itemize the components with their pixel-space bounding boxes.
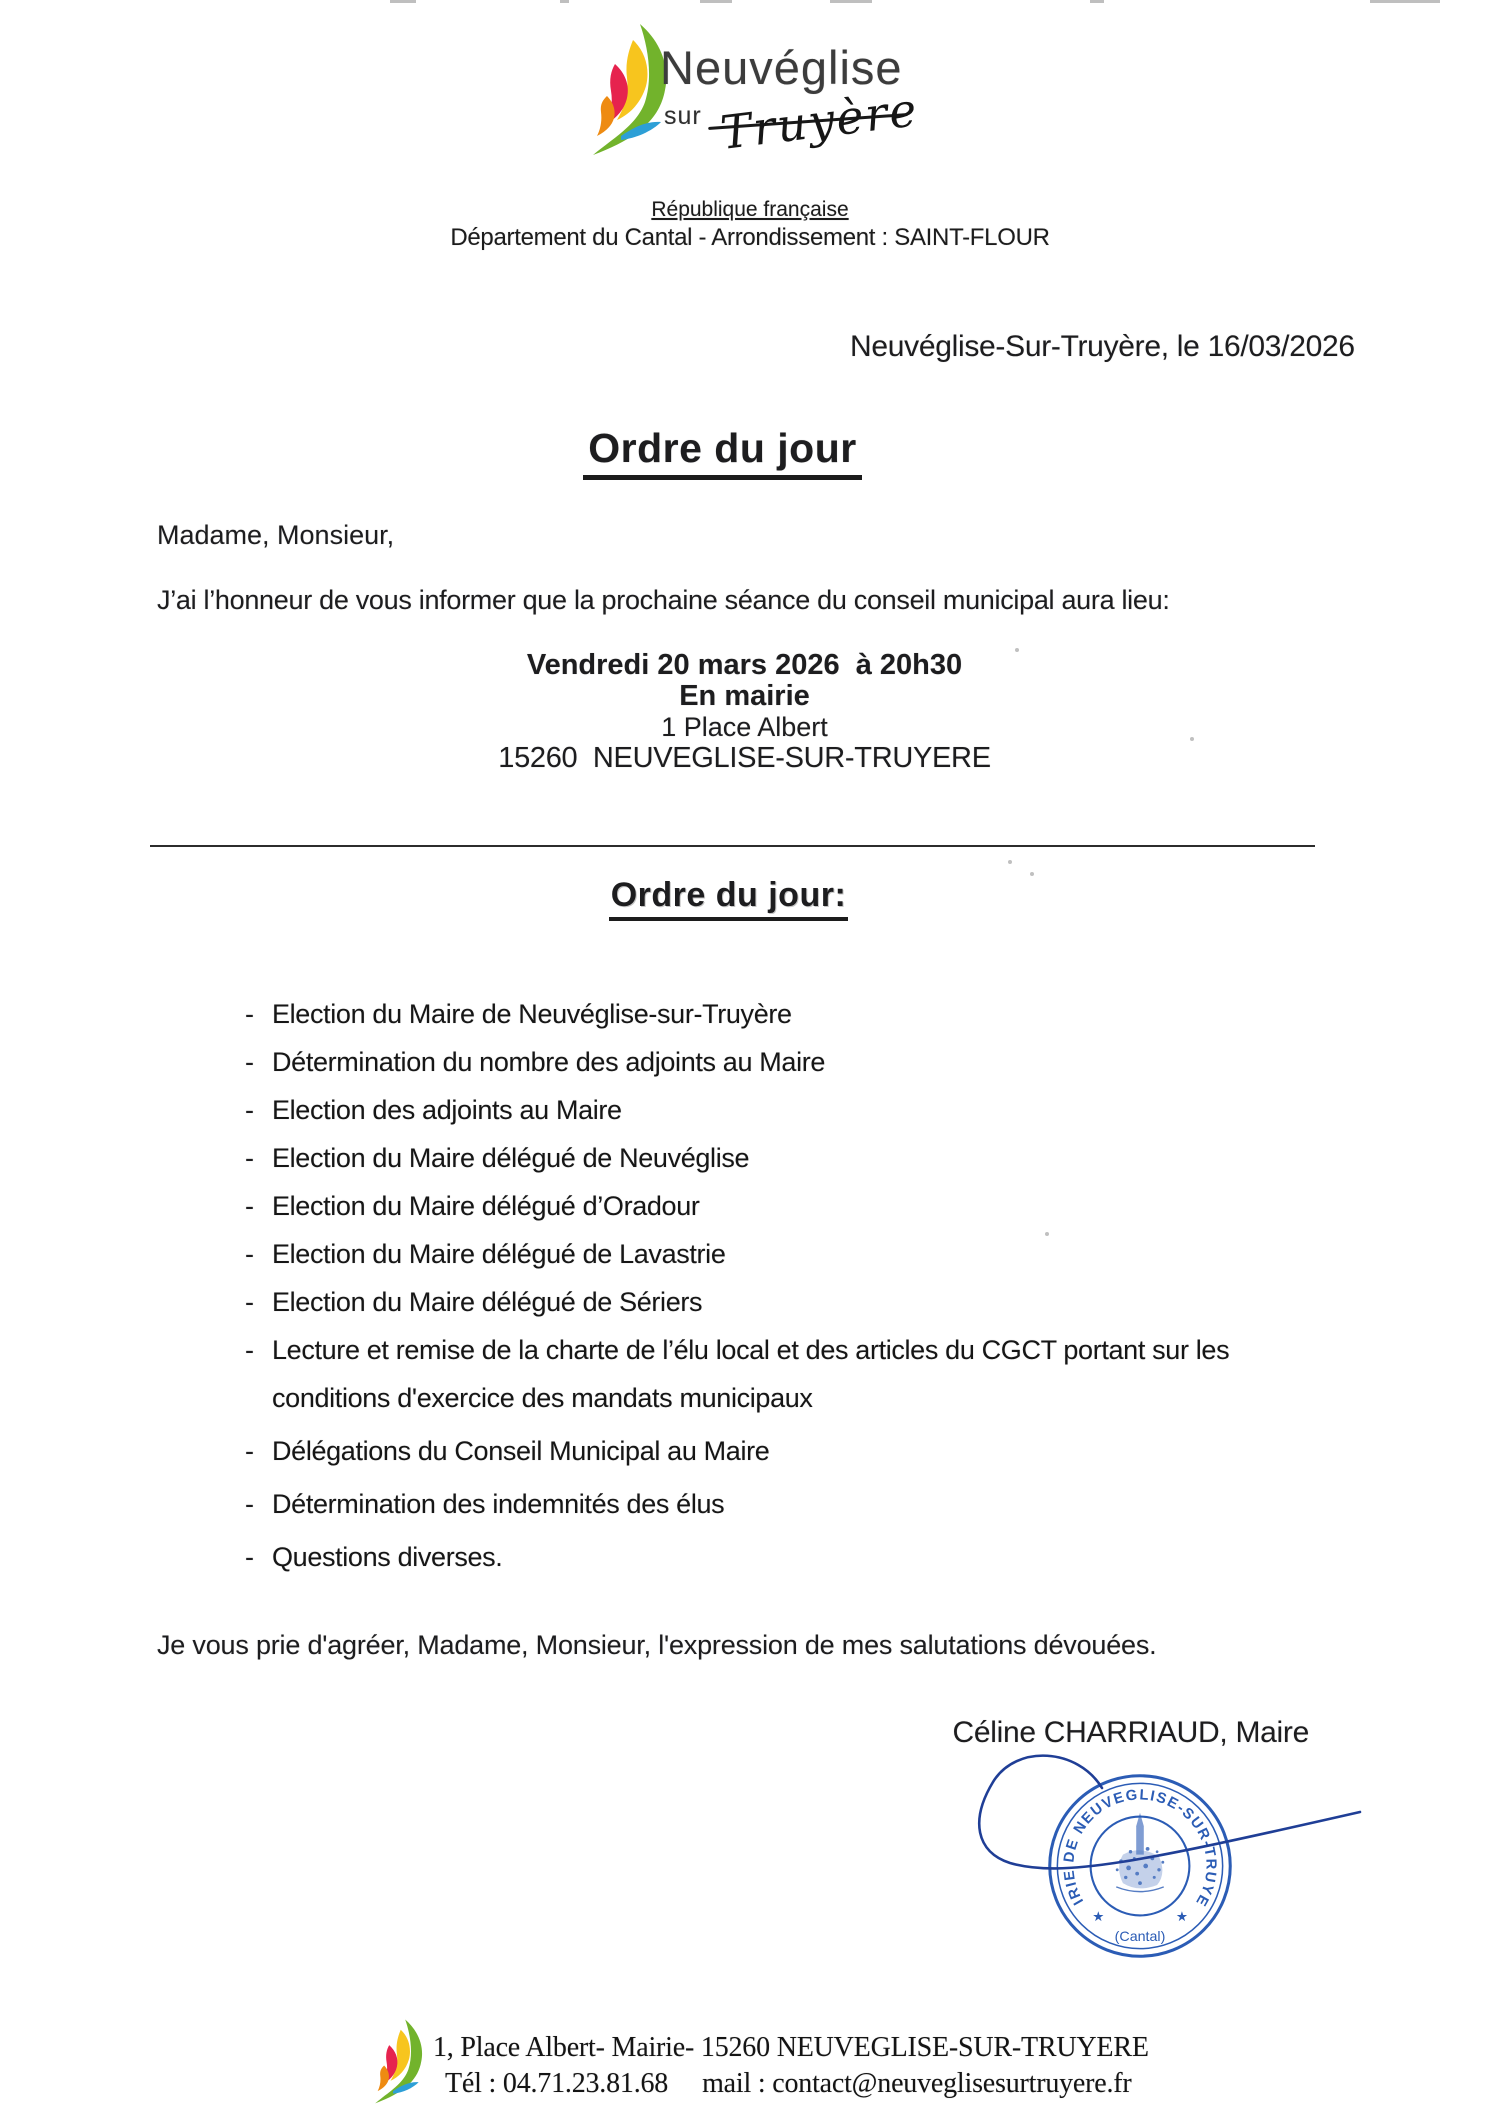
scan-artifact [1008,860,1012,864]
agenda-bullet: - [245,1191,254,1221]
horizontal-divider [150,845,1315,847]
agenda-item [245,1533,1330,1581]
round-mairie-stamp [1038,1759,1230,1956]
agenda-bullet: - [245,1335,254,1365]
scan-artifact [390,0,416,3]
republique-francaise-line: République française [651,198,849,221]
agenda-item-label: Election du Maire délégué de Neuvéglise [272,1143,750,1173]
meeting-street: 1 Place Albert [661,712,828,742]
agenda-bullet: - [245,1143,254,1173]
agenda-item [245,1038,1330,1086]
agenda-item-label: Détermination des indemnités des élus [272,1489,725,1519]
place-and-date-line: Neuvéglise-Sur-Truyère, le 16/03/2026 [850,330,1355,363]
town-logo-truyere-script: Truyère [717,82,922,160]
agenda-heading: Ordre du jour: [609,876,849,921]
meeting-details-block [0,650,1489,774]
town-logo-sur: sur [664,102,702,130]
stamp-ring-text: MAIRIE DE NEUVEGLISE-SUR-TRUYERE [1038,1759,1219,1910]
agenda-item [245,1134,1330,1182]
footer-address-line: 1, Place Albert- Mairie- 15260 NEUVEGLISE-SUR-TRUYERE [433,2032,1149,2063]
meeting-venue: En mairie [679,680,810,712]
agenda-bullet: - [245,1489,254,1519]
scan-artifact [560,0,569,3]
footer-contact-line [445,2068,1132,2100]
document-title: Ordre du jour [583,425,861,480]
svg-text:MAIRIE DE NEUVEGLISE-SUR-TRUYE [1038,1759,1218,1909]
agenda-item-label: Election du Maire de Neuvéglise-sur-Truyère [272,999,792,1029]
scan-artifact [1370,0,1440,3]
agenda-item [245,1326,1330,1422]
meeting-city: 15260 NEUVEGLISE-SUR-TRUYERE [498,742,991,774]
agenda-bullet: - [245,1287,254,1317]
agenda-item-label: Election du Maire délégué de Sériers [272,1287,703,1317]
departement-line: Département du Cantal - Arrondissement : SAINT-FLOUR [450,224,1050,251]
closing-sentence: Je vous prie d'agréer, Madame, Monsieur, l'expression de mes salutations dévouées. [157,1630,1157,1660]
signer-name: Céline CHARRIAUD, Maire [952,1716,1309,1749]
footer-logo-flame-icon [370,2018,434,2106]
handwritten-signature-stroke [979,1756,1360,1869]
agenda-item-label: Lecture et remise de la charte de l’élu local et des articles du CGCT portant sur les conditions d'exercice des mandats municipaux [272,1335,1230,1413]
stamp-bottom-text: (Cantal) [1114,1929,1166,1946]
agenda-bullet: - [245,1095,254,1125]
agenda-item-label: Election du Maire délégué d’Oradour [272,1191,700,1221]
agenda-item-label: Détermination du nombre des adjoints au Maire [272,1047,826,1077]
intro-sentence: J’ai l’honneur de vous informer que la prochaine séance du conseil municipal aura lieu: [157,585,1170,615]
footer-email: mail : contact@neuveglisesurtruyere.fr [702,2068,1132,2099]
official-stamp-and-signature [700,1740,1400,2010]
scan-artifact [700,0,732,3]
agenda-item [245,1230,1330,1278]
agenda-list [245,990,1330,1581]
meeting-date-time: Vendredi 20 mars 2026 à 20h30 [526,649,963,681]
stamp-church-emblem [1116,1813,1164,1892]
agenda-item [245,1086,1330,1134]
agenda-item-label: Election des adjoints au Maire [272,1095,622,1125]
agenda-item-label: Questions diverses. [272,1542,503,1572]
stamp-star-right-icon: ★ [1175,1909,1188,1925]
agenda-bullet: - [245,1542,254,1572]
agenda-item [245,1182,1330,1230]
agenda-item-label: Délégations du Conseil Municipal au Maire [272,1436,770,1466]
agenda-item [245,1427,1330,1475]
agenda-item [245,990,1330,1038]
stamp-star-left-icon: ★ [1092,1909,1105,1925]
footer-phone: Tél : 04.71.23.81.68 [445,2068,669,2099]
agenda-item [245,1278,1330,1326]
agenda-bullet: - [245,1436,254,1466]
salutation-line: Madame, Monsieur, [157,520,395,550]
scan-artifact [1090,0,1104,3]
town-logo-name: Neuvéglise [660,41,903,94]
agenda-bullet: - [245,1047,254,1077]
agenda-bullet: - [245,1239,254,1269]
agenda-item [245,1480,1330,1528]
agenda-item-label: Election du Maire délégué de Lavastrie [272,1239,726,1269]
scan-artifact [830,0,872,3]
agenda-bullet: - [245,999,254,1029]
